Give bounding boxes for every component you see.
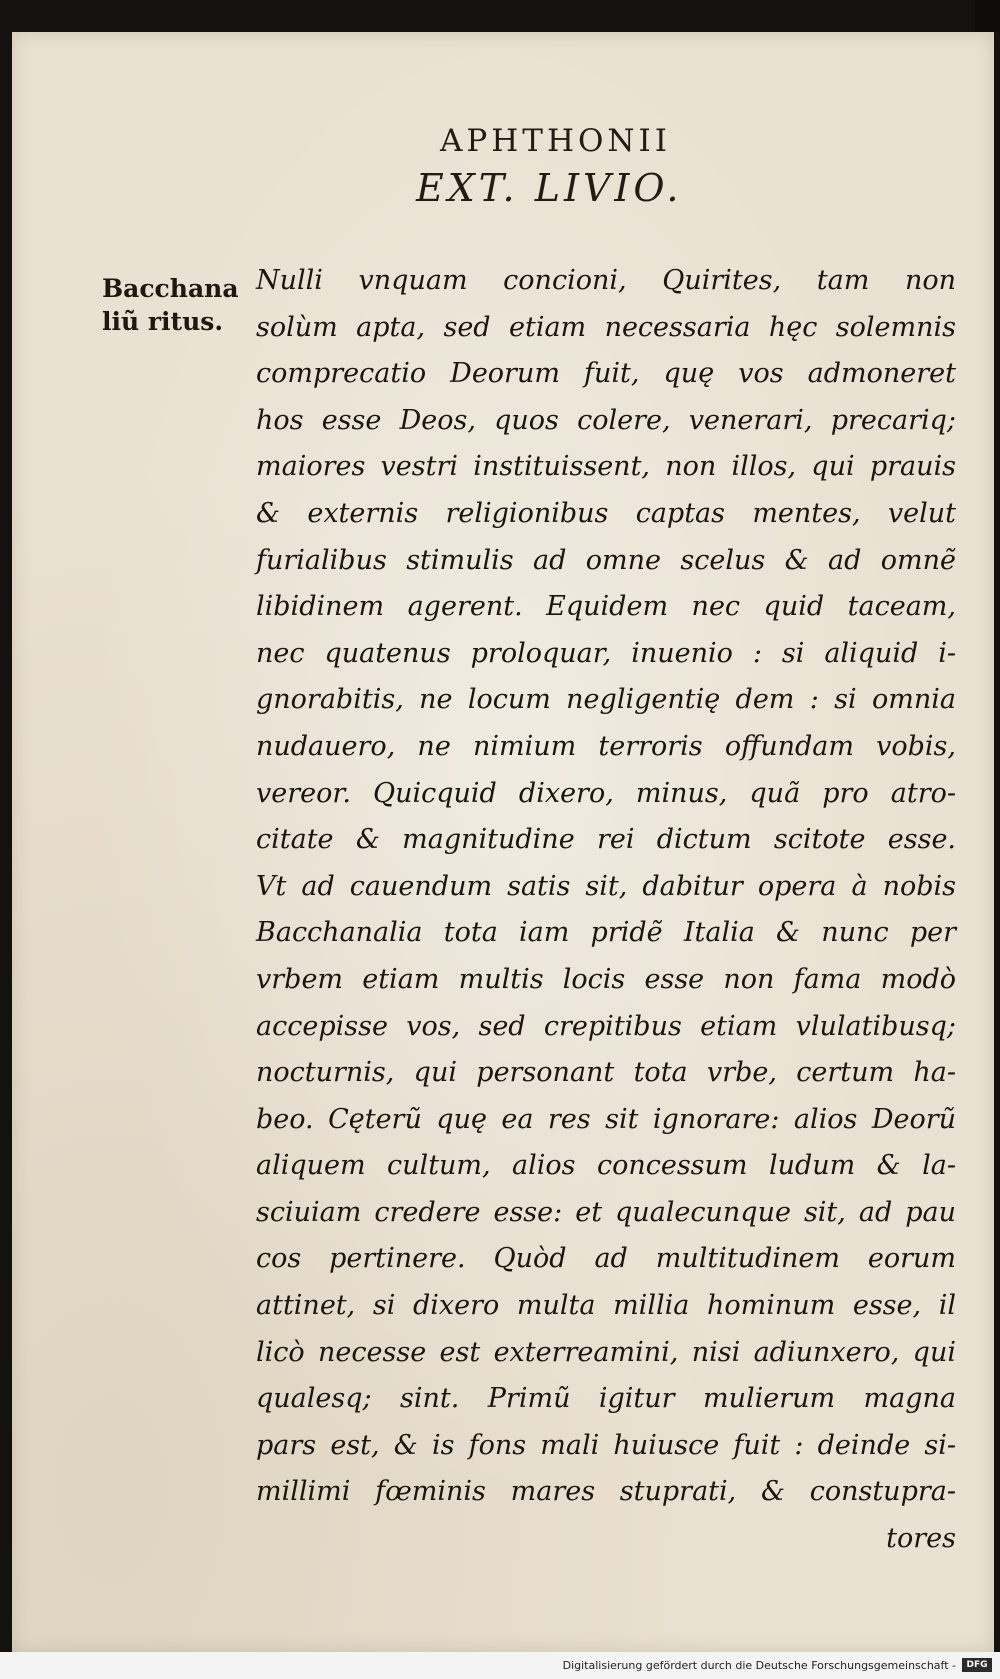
text-line: Vt ad cauendum satis sit, dabitur opera à nobis	[256, 870, 956, 902]
text-line: vrbem etiam multis locis esse non fama modò	[256, 963, 956, 995]
text-line: cos pertinere. Quòd ad multitudinem eorum	[256, 1243, 956, 1275]
dfg-logo: DFG	[962, 1658, 992, 1672]
text-line: qualesq; sint. Primũ igitur mulierum magna	[256, 1383, 956, 1415]
text-line: maiores vestri instituissent, non illos, qui prauis	[256, 451, 956, 483]
text-line: beo. Cęterũ quę ea res sit ignorare: alios Deorũ	[256, 1103, 956, 1135]
running-header-subtitle: EXT. LIVIO.	[416, 166, 683, 210]
catchword: tores	[886, 1523, 956, 1555]
text-line: attinet, si dixero multa millia hominum esse, il	[256, 1290, 956, 1322]
funding-credit: Digitalisierung gefördert durch die Deutsche Forschungsgemeinschaft -	[562, 1659, 956, 1672]
marginal-note-line: Bacchana	[102, 274, 239, 303]
text-line: aliquem cultum, alios concessum ludum & la-	[256, 1150, 956, 1182]
text-line: citate & magnitudine rei dictum scitote esse.	[256, 824, 956, 856]
scan-edge-mark	[975, 0, 1000, 32]
text-line: gnorabitis, ne locum negligentię dem : si omnia	[256, 684, 956, 716]
text-line: nec quatenus proloquar, inuenio : si aliquid i-	[256, 637, 956, 669]
marginal-note	[102, 272, 262, 338]
text-line: comprecatio Deorum fuit, quę vos admoneret	[256, 358, 956, 390]
text-line: Bacchanalia tota iam pridẽ Italia & nunc per	[256, 917, 956, 949]
text-line: nocturnis, qui personant tota vrbe, certum ha-	[256, 1057, 956, 1089]
marginal-note-line: liũ ritus.	[102, 307, 224, 336]
text-line: hos esse Deos, quos colere, venerari, precariq;	[256, 404, 956, 436]
text-line: furialibus stimulis ad omne scelus & ad omnẽ	[256, 544, 956, 576]
text-line: vereor. Quicquid dixero, minus, quã pro atro-	[256, 777, 956, 809]
text-line: libidinem agerent. Equidem nec quid taceam,	[256, 591, 956, 623]
text-line: sciuiam credere esse: et qualecunque sit, ad pau	[256, 1196, 956, 1228]
text-line: millimi fœminis mares stuprati, & constupra-	[256, 1476, 956, 1508]
text-line: solùm apta, sed etiam necessaria hęc solemnis	[256, 311, 956, 343]
text-line: accepisse vos, sed crepitibus etiam vlulatibusq;	[256, 1010, 956, 1042]
text-line: Nulli vnquam concioni, Quirites, tam non	[256, 265, 956, 296]
text-line: nudauero, ne nimium terroris offundam vobis,	[256, 730, 956, 762]
running-header-title: APHTHONII	[440, 123, 672, 159]
text-line: & externis religionibus captas mentes, velut	[256, 497, 956, 529]
text-line: pars est, & is fons mali huiusce fuit : deinde si-	[256, 1429, 956, 1461]
body-text	[256, 258, 956, 1563]
text-line: licò necesse est exterreamini, nisi adiunxero, qui	[256, 1336, 956, 1368]
